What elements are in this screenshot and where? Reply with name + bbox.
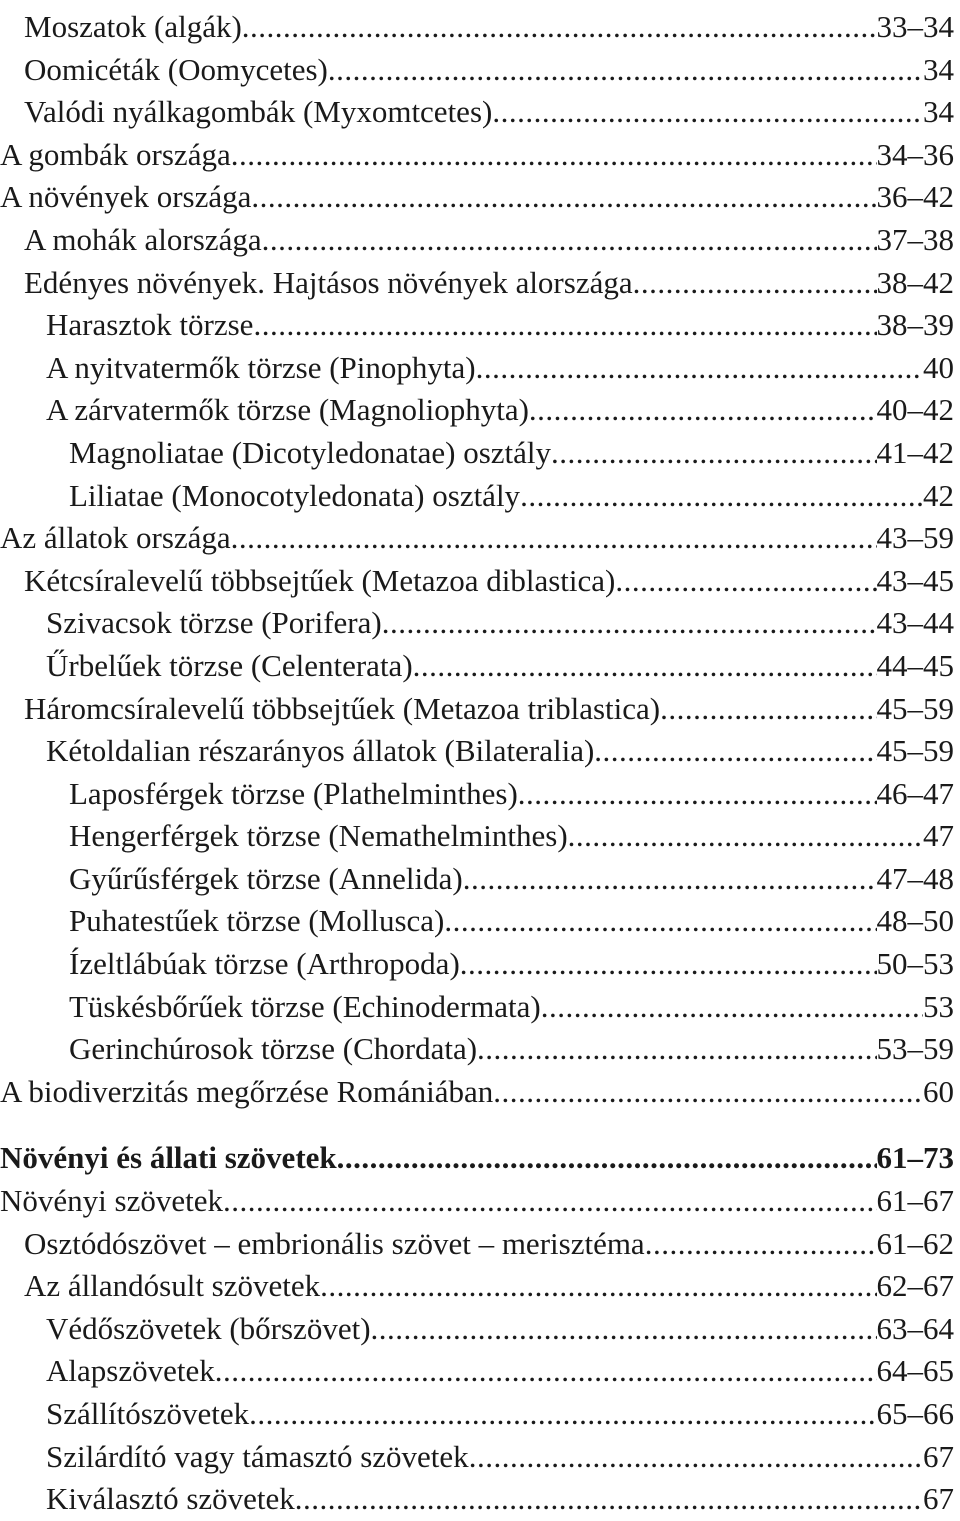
toc-entry-title: A növények országa <box>0 179 252 215</box>
toc-entry <box>0 432 954 475</box>
toc-entry-title: Az állatok országa <box>0 520 231 556</box>
toc-entry-pages: 37–38 <box>876 221 954 257</box>
toc-entry <box>0 1180 954 1223</box>
toc-entry <box>0 1137 954 1180</box>
toc-entry-title: Osztódószövet – embrionális szövet – merisztéma <box>24 1225 645 1261</box>
toc-entry-title: Puhatestűek törzse (Mollusca) <box>69 903 445 939</box>
toc-entry-pages: 61–62 <box>876 1225 954 1261</box>
toc-entry <box>0 1308 954 1351</box>
dot-leader <box>295 1478 923 1521</box>
dot-leader <box>594 730 876 773</box>
toc-entry-pages: 62–67 <box>876 1268 954 1304</box>
toc-entry-pages: 38–42 <box>876 264 954 300</box>
toc-entry <box>0 475 954 518</box>
table-of-contents <box>0 6 954 1521</box>
toc-entry-title: A biodiverzitás megőrzése Romániában <box>0 1073 494 1109</box>
toc-entry-title: Oomicéták (Oomycetes) <box>24 51 328 87</box>
dot-leader <box>529 389 877 432</box>
dot-leader <box>253 304 876 347</box>
toc-entry-pages: 47 <box>923 818 954 854</box>
toc-entry <box>0 219 954 262</box>
toc-entry-title: Magnoliatae (Dicotyledonatae) osztály <box>69 434 552 470</box>
toc-entry <box>0 1350 954 1393</box>
toc-entry-title: Növényi és állati szövetek <box>0 1140 337 1176</box>
dot-leader <box>460 943 877 986</box>
dot-leader <box>476 347 923 390</box>
toc-entry-pages: 50–53 <box>876 946 954 982</box>
dot-leader <box>231 517 877 560</box>
toc-entry-pages: 43–59 <box>876 520 954 556</box>
toc-entry-title: Szivacsok törzse (Porifera) <box>46 605 382 641</box>
toc-entry-pages: 45–59 <box>876 690 954 726</box>
toc-entry-title: Laposférgek törzse (Plathelminthes) <box>69 775 518 811</box>
dot-leader <box>249 1393 876 1436</box>
toc-entry-title: Szállítószövetek <box>46 1396 250 1431</box>
dot-leader <box>520 475 923 518</box>
toc-entry <box>0 602 954 645</box>
toc-entry-title: Űrbelűek törzse (Celenterata) <box>46 647 413 683</box>
toc-entry-pages: 41–42 <box>876 434 954 470</box>
toc-entry-title: Harasztok törzse <box>46 307 254 343</box>
dot-leader <box>231 134 877 177</box>
dot-leader <box>444 900 876 943</box>
toc-entry-title: Tüskésbőrűek törzse (Echinodermata) <box>69 988 541 1024</box>
toc-entry-pages: 46–47 <box>876 775 954 811</box>
toc-entry-title: A gombák országa <box>0 136 231 172</box>
toc-entry-title: A nyitvatermők törzse (Pinophyta) <box>46 349 476 385</box>
toc-entry-title: Moszatok (algák) <box>24 9 242 44</box>
toc-entry-pages: 63–64 <box>876 1310 954 1346</box>
toc-entry-title: Liliatae (Monocotyledonata) osztály <box>69 477 521 513</box>
toc-entry-title: Valódi nyálkagombák (Myxomtcetes) <box>24 94 493 130</box>
toc-entry-title: Gerinchúrosok törzse (Chordata) <box>69 1031 478 1067</box>
dot-leader <box>551 432 876 475</box>
toc-entry-pages: 61–73 <box>876 1140 954 1176</box>
dot-leader <box>492 91 923 134</box>
toc-entry-pages: 67 <box>923 1438 954 1474</box>
toc-entry-pages: 36–42 <box>876 179 954 215</box>
toc-entry-title: Kétoldalian részarányos állatok (Bilateralia) <box>46 733 595 769</box>
toc-entry-pages: 48–50 <box>876 903 954 939</box>
toc-entry-title: Kiválasztó szövetek <box>46 1481 295 1517</box>
toc-entry-title: Kétcsíralevelű többsejtűek (Metazoa diblastica) <box>24 562 616 598</box>
toc-entry <box>0 1478 954 1521</box>
dot-leader <box>633 262 877 305</box>
toc-entry <box>0 6 954 49</box>
toc-entry <box>0 900 954 943</box>
dot-leader <box>645 1223 877 1266</box>
toc-entry <box>0 389 954 432</box>
toc-entry-title: Háromcsíralevelű többsejtűek (Metazoa triblastica) <box>24 690 661 726</box>
toc-entry-title: Edényes növények. Hajtásos növények alországa <box>24 264 633 300</box>
toc-entry <box>0 1223 954 1266</box>
toc-entry <box>0 986 954 1029</box>
toc-entry-title: Az állandósult szövetek <box>24 1268 321 1304</box>
toc-entry <box>0 1265 954 1308</box>
toc-entry <box>0 176 954 219</box>
toc-entry-pages: 34 <box>923 94 954 130</box>
dot-leader <box>337 1137 877 1180</box>
dot-leader <box>382 602 877 645</box>
toc-entry-pages: 40–42 <box>876 392 954 428</box>
toc-entry-title: Szilárdító vagy támasztó szövetek <box>46 1438 469 1474</box>
toc-entry-title: A mohák alországa <box>24 221 262 257</box>
toc-entry-pages: 53–59 <box>876 1031 954 1067</box>
toc-entry <box>0 773 954 816</box>
toc-entry <box>0 1436 954 1479</box>
toc-entry <box>0 347 954 390</box>
dot-leader <box>320 1265 876 1308</box>
toc-entry <box>0 304 954 347</box>
toc-entry <box>0 134 954 177</box>
toc-entry <box>0 815 954 858</box>
toc-entry <box>0 730 954 773</box>
toc-entry-pages: 65–66 <box>876 1396 954 1431</box>
toc-entry <box>0 560 954 603</box>
toc-entry-pages: 60 <box>923 1073 954 1109</box>
toc-entry-title: Védőszövetek (bőrszövet) <box>46 1310 371 1346</box>
toc-entry-title: A zárvatermők törzse (Magnoliophyta) <box>46 392 529 428</box>
dot-leader <box>413 645 877 688</box>
toc-entry-pages: 43–44 <box>876 605 954 641</box>
dot-leader <box>493 1071 923 1114</box>
dot-leader <box>223 1180 877 1223</box>
dot-leader <box>215 1350 877 1393</box>
toc-entry-pages: 42 <box>923 477 954 513</box>
dot-leader <box>262 219 877 262</box>
toc-entry <box>0 1071 954 1114</box>
dot-leader <box>242 6 877 49</box>
dot-leader <box>328 49 923 92</box>
toc-entry <box>0 517 954 560</box>
toc-entry <box>0 943 954 986</box>
dot-leader <box>615 560 876 603</box>
toc-entry-pages: 38–39 <box>876 307 954 343</box>
dot-leader <box>463 858 877 901</box>
toc-entry-pages: 43–45 <box>876 562 954 598</box>
toc-entry-pages: 47–48 <box>876 860 954 896</box>
toc-entry <box>0 49 954 92</box>
toc-entry <box>0 262 954 305</box>
toc-entry-pages: 53 <box>923 988 954 1024</box>
dot-leader <box>371 1308 877 1351</box>
toc-entry-title: Gyűrűsférgek törzse (Annelida) <box>69 860 463 896</box>
dot-leader <box>660 688 876 731</box>
dot-leader <box>541 986 923 1029</box>
toc-entry-pages: 40 <box>923 349 954 385</box>
toc-entry-pages: 67 <box>923 1481 954 1517</box>
toc-entry-title: Ízeltlábúak törzse (Arthropoda) <box>69 946 460 982</box>
toc-entry-title: Növényi szövetek <box>0 1183 223 1219</box>
toc-entry <box>0 1393 954 1436</box>
toc-entry-pages: 33–34 <box>876 9 954 44</box>
dot-leader <box>518 773 877 816</box>
toc-entry-title: Alapszövetek <box>46 1353 215 1389</box>
toc-entry <box>0 858 954 901</box>
toc-entry-pages: 64–65 <box>876 1353 954 1389</box>
toc-entry-title: Hengerférgek törzse (Nemathelminthes) <box>69 818 568 854</box>
toc-entry-pages: 61–67 <box>876 1183 954 1219</box>
dot-leader <box>568 815 923 858</box>
toc-entry <box>0 1028 954 1071</box>
toc-entry <box>0 688 954 731</box>
toc-entry-pages: 44–45 <box>876 647 954 683</box>
toc-entry <box>0 645 954 688</box>
toc-entry <box>0 91 954 134</box>
dot-leader <box>251 176 876 219</box>
dot-leader <box>469 1436 923 1479</box>
toc-entry-pages: 34–36 <box>876 136 954 172</box>
dot-leader <box>477 1028 876 1071</box>
toc-entry-pages: 45–59 <box>876 733 954 769</box>
toc-entry-pages: 34 <box>923 51 954 87</box>
